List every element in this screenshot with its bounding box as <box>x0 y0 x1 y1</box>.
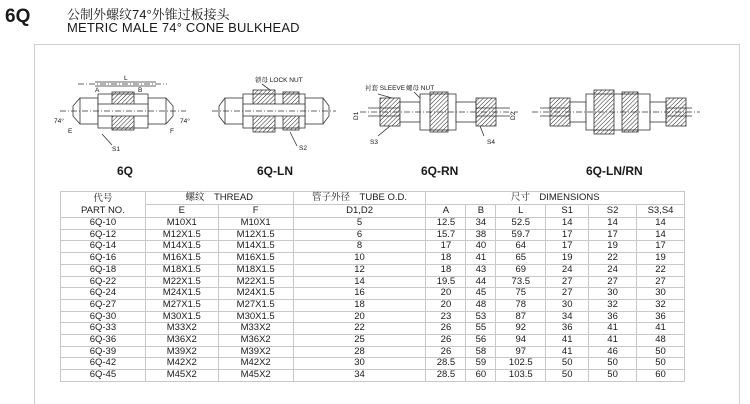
cell-dim-s3s4: 27 <box>637 276 685 288</box>
cell-part-no: 6Q-36 <box>61 335 146 347</box>
cell-dim-s1: 19 <box>546 253 589 265</box>
cell-dim-l: 69 <box>496 264 546 276</box>
cell-thread-f: M14X1.5 <box>218 241 293 253</box>
cell-dim-s1: 34 <box>546 311 589 323</box>
cell-dim-s2: 46 <box>589 346 637 358</box>
table-row <box>61 264 685 276</box>
cell-tube-od: 6 <box>293 229 426 241</box>
cell-part-no: 6Q-18 <box>61 264 146 276</box>
table-row <box>61 358 685 370</box>
header-s2: S2 <box>589 205 637 218</box>
cell-dim-b: 38 <box>466 229 496 241</box>
cell-dim-a: 19.5 <box>426 276 466 288</box>
cell-thread-f: M30X1.5 <box>218 311 293 323</box>
callout-s4: S4 <box>487 139 495 146</box>
cell-dim-l: 52.5 <box>496 218 546 230</box>
cell-dim-a: 26 <box>426 335 466 347</box>
cell-part-no: 6Q-39 <box>61 346 146 358</box>
cell-dim-s3s4: 36 <box>637 311 685 323</box>
table-row <box>61 253 685 265</box>
cell-dim-b: 56 <box>466 335 496 347</box>
cell-thread-f: M10X1 <box>218 218 293 230</box>
cell-dim-s2: 27 <box>589 276 637 288</box>
cell-dim-b: 45 <box>466 288 496 300</box>
title-chinese: 公制外螺纹74°外锥过板接头 <box>67 7 230 22</box>
cell-dim-s2: 36 <box>589 311 637 323</box>
cell-dim-l: 78 <box>496 299 546 311</box>
title-english: METRIC MALE 74° CONE BULKHEAD <box>67 20 300 35</box>
cell-dim-s1: 36 <box>546 323 589 335</box>
cell-dim-a: 28.5 <box>426 370 466 382</box>
cell-tube-od: 10 <box>293 253 426 265</box>
cell-tube-od: 22 <box>293 323 426 335</box>
cell-dim-s2: 19 <box>589 241 637 253</box>
cell-thread-f: M16X1.5 <box>218 253 293 265</box>
cell-dim-b: 40 <box>466 241 496 253</box>
callout-lock-nut: 锁母 LOCK NUT <box>255 77 303 84</box>
cell-tube-od: 34 <box>293 370 426 382</box>
cell-part-no: 6Q-33 <box>61 323 146 335</box>
cell-dim-s1: 30 <box>546 299 589 311</box>
callout-l: L <box>124 75 128 82</box>
cell-dim-s2: 30 <box>589 288 637 300</box>
cell-thread-f: M39X2 <box>218 346 293 358</box>
cell-dim-l: 94 <box>496 335 546 347</box>
cell-thread-e: M22X1.5 <box>145 276 218 288</box>
cell-dim-l: 97 <box>496 346 546 358</box>
cell-thread-f: M45X2 <box>218 370 293 382</box>
cell-part-no: 6Q-30 <box>61 311 146 323</box>
cell-dim-s3s4: 14 <box>637 218 685 230</box>
header-part-no-en: PART NO. <box>81 204 125 216</box>
cell-dim-s1: 17 <box>546 241 589 253</box>
cell-dim-l: 102.5 <box>496 358 546 370</box>
cell-thread-f: M42X2 <box>218 358 293 370</box>
cell-dim-a: 15.7 <box>426 229 466 241</box>
cell-dim-l: 92 <box>496 323 546 335</box>
cell-dim-b: 60 <box>466 370 496 382</box>
cell-dim-s3s4: 60 <box>637 370 685 382</box>
cell-thread-f: M27X1.5 <box>218 299 293 311</box>
cell-thread-e: M12X1.5 <box>145 229 218 241</box>
table-row <box>61 299 685 311</box>
callout-d2: D2 <box>510 111 517 120</box>
cell-part-no: 6Q-22 <box>61 276 146 288</box>
cell-dim-l: 64 <box>496 241 546 253</box>
cell-dim-s2: 22 <box>589 253 637 265</box>
cell-thread-e: M10X1 <box>145 218 218 230</box>
cell-dim-s1: 50 <box>546 358 589 370</box>
callout-b: B <box>138 87 143 94</box>
drawing-6q <box>60 82 186 145</box>
cell-dim-a: 12.5 <box>426 218 466 230</box>
cell-dim-a: 26 <box>426 346 466 358</box>
cell-dim-a: 18 <box>426 253 466 265</box>
header-tube-od: 管子外径 TUBE O.D. <box>293 192 426 205</box>
drawing-label-6q-ln: 6Q-LN <box>257 164 293 178</box>
cell-dim-l: 75 <box>496 288 546 300</box>
drawing-6q-rn <box>360 92 518 136</box>
cell-thread-f: M36X2 <box>218 335 293 347</box>
cell-dim-b: 48 <box>466 299 496 311</box>
cell-tube-od: 14 <box>293 276 426 288</box>
cell-dim-s2: 14 <box>589 218 637 230</box>
cell-dim-s3s4: 17 <box>637 241 685 253</box>
cell-dim-s3s4: 22 <box>637 264 685 276</box>
drawing-6q-ln-rn <box>532 90 700 134</box>
cell-part-no: 6Q-10 <box>61 218 146 230</box>
table-row <box>61 288 685 300</box>
cell-dim-s1: 41 <box>546 335 589 347</box>
table-row <box>61 218 685 230</box>
cell-dim-s2: 50 <box>589 370 637 382</box>
table-row <box>61 335 685 347</box>
drawing-6q-ln <box>212 84 336 146</box>
table-row <box>61 241 685 253</box>
cell-dim-s1: 27 <box>546 288 589 300</box>
header-e: E <box>145 205 218 218</box>
cell-dim-a: 17 <box>426 241 466 253</box>
cell-dim-b: 44 <box>466 276 496 288</box>
cell-part-no: 6Q-45 <box>61 370 146 382</box>
cell-dim-a: 20 <box>426 299 466 311</box>
cell-thread-e: M36X2 <box>145 335 218 347</box>
cell-tube-od: 5 <box>293 218 426 230</box>
cell-part-no: 6Q-42 <box>61 358 146 370</box>
callout-f: F <box>170 128 174 135</box>
cell-dim-s1: 14 <box>546 218 589 230</box>
cell-dim-s3s4: 19 <box>637 253 685 265</box>
header-s1: S1 <box>546 205 589 218</box>
table-row <box>61 346 685 358</box>
cell-thread-f: M18X1.5 <box>218 264 293 276</box>
cell-dim-s1: 50 <box>546 370 589 382</box>
cell-dim-a: 20 <box>426 288 466 300</box>
header-row-1 <box>61 192 685 205</box>
header-f: F <box>218 205 293 218</box>
cell-dim-s3s4: 32 <box>637 299 685 311</box>
cell-dim-s3s4: 14 <box>637 229 685 241</box>
cell-tube-od: 28 <box>293 346 426 358</box>
header-thread: 螺纹 THREAD <box>145 192 293 205</box>
cell-part-no: 6Q-14 <box>61 241 146 253</box>
cell-dim-s3s4: 50 <box>637 358 685 370</box>
cell-tube-od: 18 <box>293 299 426 311</box>
callout-d1: D1 <box>353 111 360 120</box>
cell-dim-s2: 41 <box>589 323 637 335</box>
cell-dim-l: 59.7 <box>496 229 546 241</box>
cell-dim-l: 73.5 <box>496 276 546 288</box>
table-row <box>61 229 685 241</box>
header-a: A <box>426 205 466 218</box>
cell-dim-s1: 27 <box>546 276 589 288</box>
callout-sleeve: 衬套 SLEEVE <box>365 85 406 92</box>
cell-dim-s2: 32 <box>589 299 637 311</box>
cell-thread-e: M14X1.5 <box>145 241 218 253</box>
cell-thread-f: M22X1.5 <box>218 276 293 288</box>
cell-tube-od: 12 <box>293 264 426 276</box>
callout-a: A <box>95 87 100 94</box>
table-row <box>61 311 685 323</box>
cell-thread-f: M12X1.5 <box>218 229 293 241</box>
cell-dim-s1: 24 <box>546 264 589 276</box>
callout-nut: 螺母 NUT <box>406 85 435 92</box>
cell-thread-f: M24X1.5 <box>218 288 293 300</box>
cell-dim-l: 65 <box>496 253 546 265</box>
cell-dim-a: 28.5 <box>426 358 466 370</box>
cell-thread-e: M24X1.5 <box>145 288 218 300</box>
header-l: L <box>496 205 546 218</box>
cell-dim-s3s4: 50 <box>637 346 685 358</box>
cell-tube-od: 30 <box>293 358 426 370</box>
header-part-no-cn: 代号 <box>93 192 113 204</box>
cell-dim-s2: 50 <box>589 358 637 370</box>
header-dimensions: 尺寸 DIMENSIONS <box>426 192 685 205</box>
cell-tube-od: 25 <box>293 335 426 347</box>
cell-dim-s1: 41 <box>546 346 589 358</box>
cell-dim-s2: 41 <box>589 335 637 347</box>
table-row <box>61 370 685 382</box>
cell-tube-od: 8 <box>293 241 426 253</box>
callout-e: E <box>68 128 73 135</box>
cell-thread-e: M45X2 <box>145 370 218 382</box>
header-row-2 <box>61 205 685 218</box>
cell-thread-e: M16X1.5 <box>145 253 218 265</box>
cell-part-no: 6Q-12 <box>61 229 146 241</box>
technical-drawings <box>0 0 750 190</box>
cell-thread-e: M42X2 <box>145 358 218 370</box>
cell-dim-b: 41 <box>466 253 496 265</box>
cell-thread-f: M33X2 <box>218 323 293 335</box>
header-b: B <box>466 205 496 218</box>
cell-thread-e: M33X2 <box>145 323 218 335</box>
cell-dim-b: 59 <box>466 358 496 370</box>
cell-dim-l: 87 <box>496 311 546 323</box>
callout-angle-right: 74° <box>180 118 190 125</box>
cell-tube-od: 16 <box>293 288 426 300</box>
cell-dim-b: 53 <box>466 311 496 323</box>
header-part-no <box>61 192 146 218</box>
cell-dim-s3s4: 48 <box>637 335 685 347</box>
cell-dim-a: 23 <box>426 311 466 323</box>
cell-part-no: 6Q-24 <box>61 288 146 300</box>
cell-dim-s2: 17 <box>589 229 637 241</box>
cell-dim-s2: 24 <box>589 264 637 276</box>
callout-angle-left: 74° <box>54 118 64 125</box>
spec-table <box>60 191 685 382</box>
cell-tube-od: 20 <box>293 311 426 323</box>
callout-s1: S1 <box>112 146 120 153</box>
table-row <box>61 276 685 288</box>
series-code: 6Q <box>5 6 31 27</box>
drawing-label-6q-ln-rn: 6Q-LN/RN <box>586 164 643 178</box>
cell-part-no: 6Q-27 <box>61 299 146 311</box>
cell-dim-a: 18 <box>426 264 466 276</box>
cell-dim-b: 55 <box>466 323 496 335</box>
cell-dim-b: 43 <box>466 264 496 276</box>
drawing-label-6q-rn: 6Q-RN <box>421 164 459 178</box>
cell-dim-s1: 17 <box>546 229 589 241</box>
cell-thread-e: M27X1.5 <box>145 299 218 311</box>
cell-dim-l: 103.5 <box>496 370 546 382</box>
callout-s2: S2 <box>299 145 307 152</box>
header-s3s4: S3,S4 <box>637 205 685 218</box>
cell-thread-e: M30X1.5 <box>145 311 218 323</box>
table-row <box>61 323 685 335</box>
cell-part-no: 6Q-16 <box>61 253 146 265</box>
drawing-label-6q: 6Q <box>117 164 134 178</box>
cell-thread-e: M18X1.5 <box>145 264 218 276</box>
callout-s3: S3 <box>370 139 378 146</box>
cell-dim-s3s4: 30 <box>637 288 685 300</box>
cell-dim-b: 34 <box>466 218 496 230</box>
cell-dim-a: 26 <box>426 323 466 335</box>
cell-dim-b: 58 <box>466 346 496 358</box>
cell-dim-s3s4: 41 <box>637 323 685 335</box>
cell-thread-e: M39X2 <box>145 346 218 358</box>
header-d1d2: D1,D2 <box>293 205 426 218</box>
